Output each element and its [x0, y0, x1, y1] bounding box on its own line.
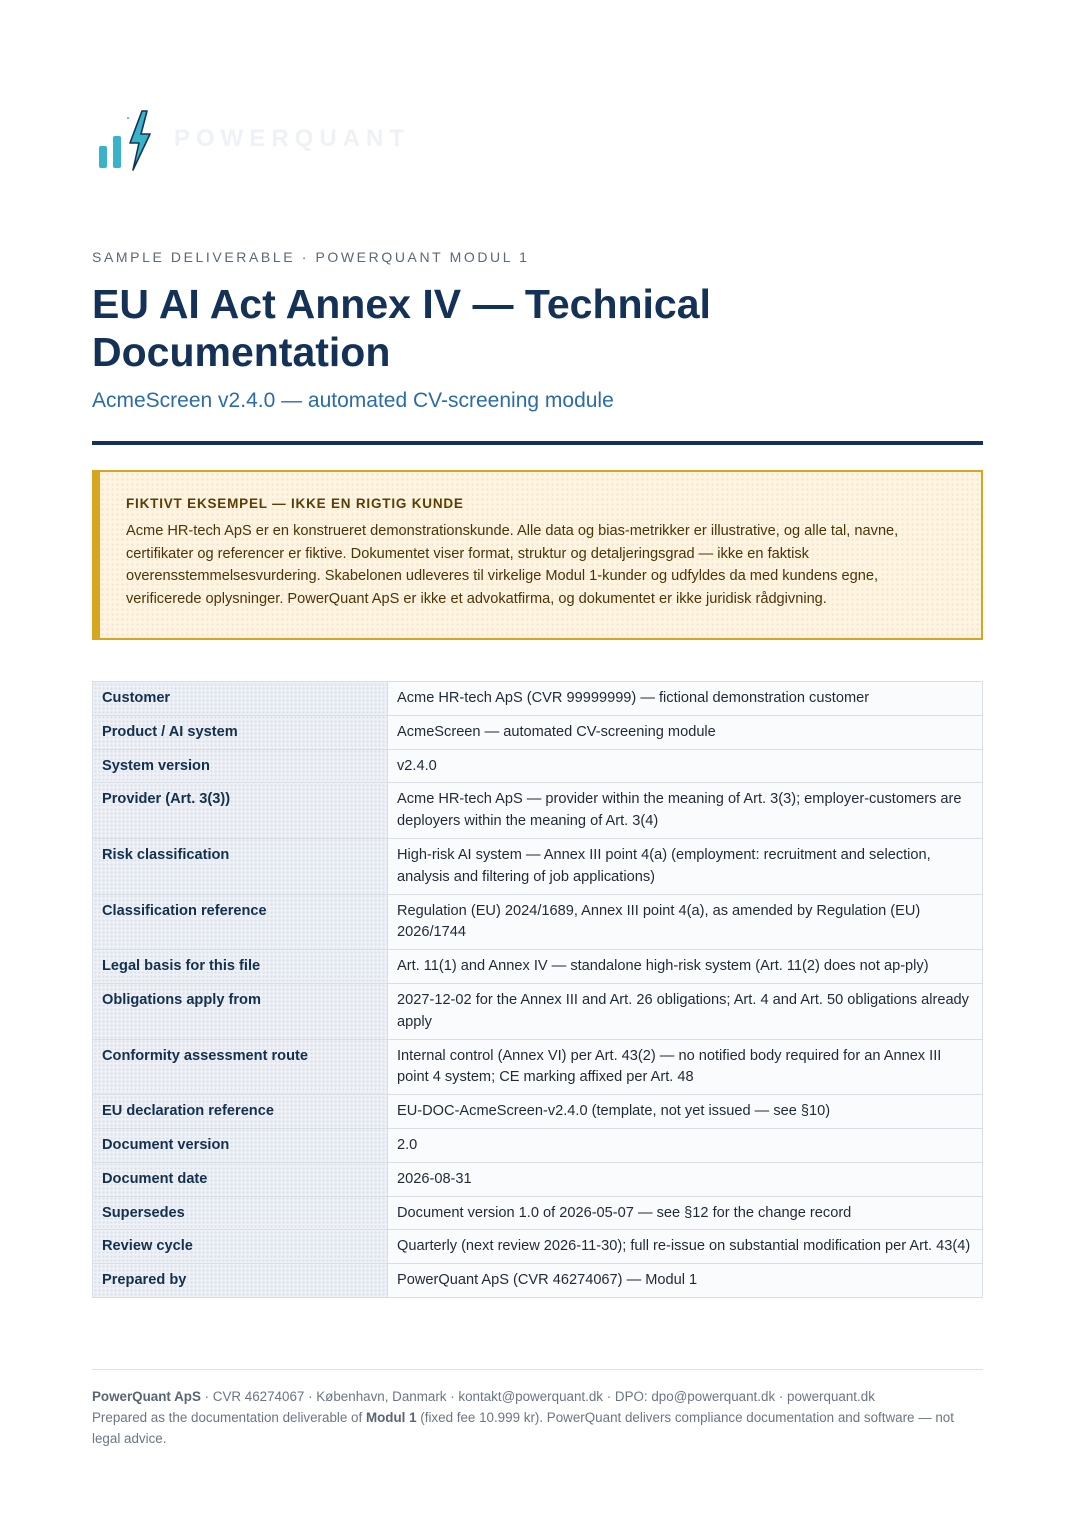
table-row — [93, 838, 983, 894]
table-row — [93, 950, 983, 984]
metadata-key: Document version — [93, 1128, 388, 1162]
footer-prepared-prefix: Prepared as the documentation deliverable of — [92, 1410, 366, 1425]
brand-wordmark: POWERQUANT — [174, 125, 410, 152]
table-row — [93, 715, 983, 749]
metadata-key: Prepared by — [93, 1264, 388, 1298]
metadata-key: Customer — [93, 682, 388, 716]
metadata-value: 2026-08-31 — [388, 1162, 983, 1196]
metadata-key: Supersedes — [93, 1196, 388, 1230]
metadata-key: Classification reference — [93, 894, 388, 950]
table-row — [93, 1039, 983, 1095]
footer-modul: Modul 1 — [365, 1410, 417, 1425]
table-row — [93, 1128, 983, 1162]
metadata-key: Product / AI system — [93, 715, 388, 749]
bars-lightning-icon — [92, 108, 156, 174]
metadata-key: EU declaration reference — [93, 1095, 388, 1129]
metadata-value: Acme HR-tech ApS (CVR 99999999) — fictional demonstration customer — [388, 682, 983, 716]
page-title: EU AI Act Annex IV — Technical Documentation — [92, 281, 711, 375]
fictional-example-notice — [92, 470, 983, 640]
metadata-key: Document date — [93, 1162, 388, 1196]
metadata-key: Risk classification — [93, 838, 388, 894]
table-row — [93, 1095, 983, 1129]
metadata-value: 2027-12-02 for the Annex III and Art. 26 obligations; Art. 4 and Art. 50 obligations already apply — [388, 983, 983, 1039]
metadata-value: Internal control (Annex VI) per Art. 43(2) — no notified body required for an Annex III point 4 system; CE marking affixed per Art. 48 — [388, 1039, 983, 1095]
notice-title: FIKTIVT EKSEMPEL — IKKE EN RIGTIG KUNDE — [126, 496, 464, 511]
footer-contact-details: · CVR 46274067 · København, Danmark · kontakt@powerquant.dk · DPO: dpo@powerquant.dk · powerquant.dk — [200, 1389, 875, 1404]
metadata-value: Art. 11(1) and Annex IV — standalone high-risk system (Art. 11(2) does not ap-ply) — [388, 950, 983, 984]
table-row — [93, 1196, 983, 1230]
footer-divider — [92, 1369, 983, 1370]
metadata-value: v2.4.0 — [388, 749, 983, 783]
metadata-key: Legal basis for this file — [93, 950, 388, 984]
table-row — [93, 983, 983, 1039]
table-row — [93, 682, 983, 716]
page-subtitle: AcmeScreen v2.4.0 — automated CV-screening module — [92, 389, 614, 412]
metadata-key: Provider (Art. 3(3)) — [93, 783, 388, 839]
table-row — [93, 894, 983, 950]
brand-logo — [92, 108, 410, 174]
document-metadata-table — [92, 681, 983, 1298]
table-row — [93, 1264, 983, 1298]
table-row — [93, 1230, 983, 1264]
table-row — [93, 1162, 983, 1196]
metadata-value: Document version 1.0 of 2026-05-07 — see §12 for the change record — [388, 1196, 983, 1230]
metadata-value: Acme HR-tech ApS — provider within the meaning of Art. 3(3); employer-customers are deployers within the meaning of Art. 3(4) — [388, 783, 983, 839]
metadata-value: PowerQuant ApS (CVR 46274067) — Modul 1 — [388, 1264, 983, 1298]
metadata-value: AcmeScreen — automated CV-screening module — [388, 715, 983, 749]
table-row — [93, 749, 983, 783]
metadata-value: High-risk AI system — Annex III point 4(a) (employment: recruitment and selection, analysis and filtering of job applications) — [388, 838, 983, 894]
metadata-value: EU-DOC-AcmeScreen-v2.4.0 (template, not yet issued — see §10) — [388, 1095, 983, 1129]
metadata-key: Obligations apply from — [93, 983, 388, 1039]
eyebrow-label: SAMPLE DELIVERABLE · POWERQUANT MODUL 1 — [92, 249, 530, 265]
metadata-key: System version — [93, 749, 388, 783]
page-footer — [92, 1386, 983, 1449]
metadata-table-body — [93, 682, 983, 1298]
notice-body: Acme HR-tech ApS er en konstrueret demonstrationskunde. Alle data og bias-metrikker er illustrative, og alle tal, navne, certifikater og referencer er fiktive. Dokumentet viser format, struktur og detaljeringsgrad — ikke en faktisk overensstemmelsesvurdering. Skabelonen udleveres til virkelige Modul 1-kunder og udfyldes da med kundens egne, verificerede oplysninger. PowerQuant ApS er ikke et advokatfirma, og dokumentet er ikke juridisk rådgivning. — [126, 523, 899, 607]
footer-contact-line — [92, 1386, 983, 1407]
table-row — [93, 783, 983, 839]
footer-company: PowerQuant ApS — [92, 1389, 201, 1404]
metadata-key: Conformity assessment route — [93, 1039, 388, 1095]
footer-prepared-suffix: (fixed fee 10.999 kr). PowerQuant delivers compliance documentation and software — not legal advice. — [92, 1410, 954, 1446]
title-divider — [92, 441, 983, 445]
metadata-value: Quarterly (next review 2026-11-30); full re-issue on substantial modification per Art. 43(4) — [388, 1230, 983, 1264]
footer-prepared-line — [92, 1407, 983, 1449]
metadata-value: Regulation (EU) 2024/1689, Annex III point 4(a), as amended by Regulation (EU) 2026/1744 — [388, 894, 983, 950]
metadata-value: 2.0 — [388, 1128, 983, 1162]
metadata-key: Review cycle — [93, 1230, 388, 1264]
